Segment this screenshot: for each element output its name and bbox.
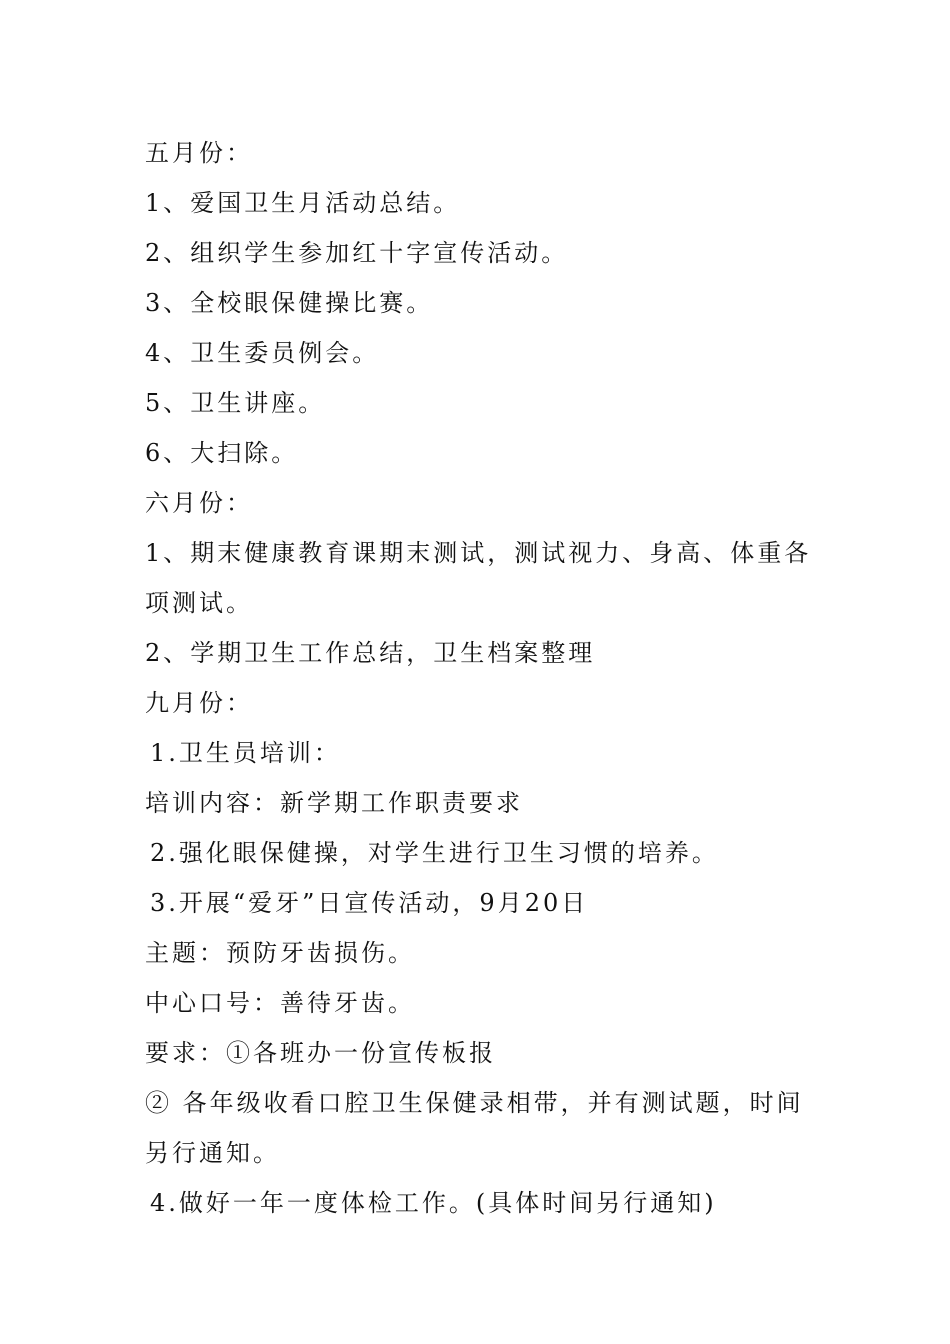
list-item: 3、全校眼保健操比赛。 (145, 289, 434, 317)
list-item: 6、大扫除。 (145, 439, 299, 467)
list-item: 1.卫生员培训： (150, 739, 341, 767)
section-heading-may: 五月份： (145, 139, 253, 167)
list-item: 5、卫生讲座。 (145, 389, 326, 417)
paragraph: 要求：①各班办一份宣传板报 (145, 1039, 496, 1067)
paragraph: 中心口号：善待牙齿。 (145, 989, 415, 1017)
list-item: 3.开展“爱牙”日宣传活动，9月20日 (150, 889, 589, 917)
list-item: 2.强化眼保健操，对学生进行卫生习惯的培养。 (150, 839, 719, 867)
section-heading-june: 六月份： (145, 489, 253, 517)
paragraph: ② 各年级收看口腔卫生保健录相带，并有测试题，时间另行通知。 (145, 1089, 804, 1167)
document-body (145, 128, 815, 1228)
list-item: 2、学期卫生工作总结，卫生档案整理 (145, 639, 596, 667)
paragraph: 主题：预防牙齿损伤。 (145, 939, 415, 967)
section-heading-september: 九月份： (145, 689, 253, 717)
list-item: 4.做好一年一度体检工作。(具体时间另行通知) (150, 1189, 717, 1217)
list-item: 2、组织学生参加红十字宣传活动。 (145, 239, 569, 267)
list-item: 4、卫生委员例会。 (145, 339, 380, 367)
list-item: 1、爱国卫生月活动总结。 (145, 189, 461, 217)
paragraph: 培训内容：新学期工作职责要求 (145, 789, 523, 817)
list-item: 1、期末健康教育课期末测试，测试视力、身高、体重各项测试。 (145, 539, 812, 617)
